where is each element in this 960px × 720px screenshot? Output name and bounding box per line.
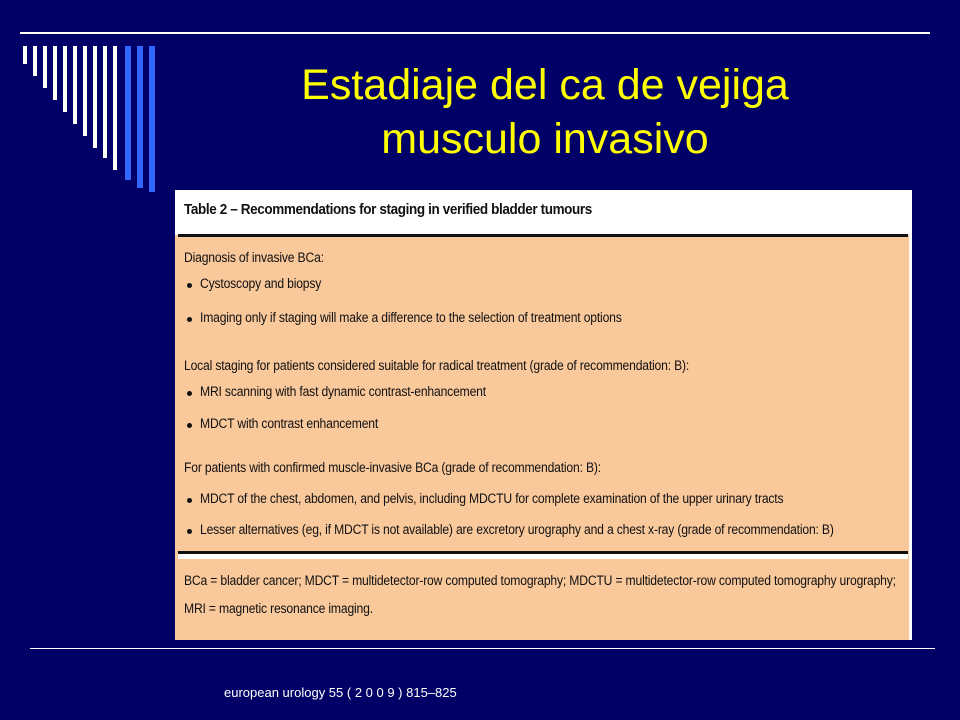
list-item: Imaging only if staging will make a difference to the selection of treatment options bbox=[200, 310, 622, 325]
section-heading: For patients with confirmed muscle-invasive BCa (grade of recommendation: B): bbox=[184, 460, 601, 475]
slide-title-line1: Estadiaje del ca de vejiga bbox=[301, 61, 789, 109]
list-item: MDCT of the chest, abdomen, and pelvis, including MDCTU for complete examination of the upper urinary tracts bbox=[200, 491, 784, 506]
slide-title-line2: musculo invasivo bbox=[381, 115, 709, 163]
bullet-icon bbox=[187, 529, 192, 534]
section-heading: Diagnosis of invasive BCa: bbox=[184, 250, 324, 265]
table-footnote-line1: BCa = bladder cancer; MDCT = multidetector-row computed tomography; MDCTU = multidetector-row computed tomography urography; bbox=[184, 573, 896, 588]
table-caption: Table 2 – Recommendations for staging in verified bladder tumours bbox=[184, 202, 592, 218]
list-item: MDCT with contrast enhancement bbox=[200, 416, 379, 431]
bullet-icon bbox=[187, 317, 192, 322]
list-item: Cystoscopy and biopsy bbox=[200, 276, 322, 291]
bottom-divider bbox=[30, 648, 935, 649]
bullet-icon bbox=[187, 423, 192, 428]
list-item: Lesser alternatives (eg, if MDCT is not available) are excretory urography and a chest x-ray (grade of recommendation: B) bbox=[200, 522, 834, 537]
table-footnote-line2: MRI = magnetic resonance imaging. bbox=[184, 601, 373, 616]
list-item: MRI scanning with fast dynamic contrast-enhancement bbox=[200, 384, 486, 399]
top-divider bbox=[20, 32, 930, 34]
slide-title bbox=[195, 58, 895, 166]
decorative-bars bbox=[0, 0, 200, 200]
table-top-rule bbox=[178, 234, 908, 237]
table-gap bbox=[178, 554, 908, 559]
section-heading: Local staging for patients considered suitable for radical treatment (grade of recommendation: B): bbox=[184, 358, 690, 373]
bullet-icon bbox=[187, 498, 192, 503]
bullet-icon bbox=[187, 391, 192, 396]
staging-table bbox=[175, 190, 912, 640]
bullet-icon bbox=[187, 283, 192, 288]
citation-footer: european urology 55 ( 2 0 0 9 ) 815–825 bbox=[224, 685, 457, 700]
